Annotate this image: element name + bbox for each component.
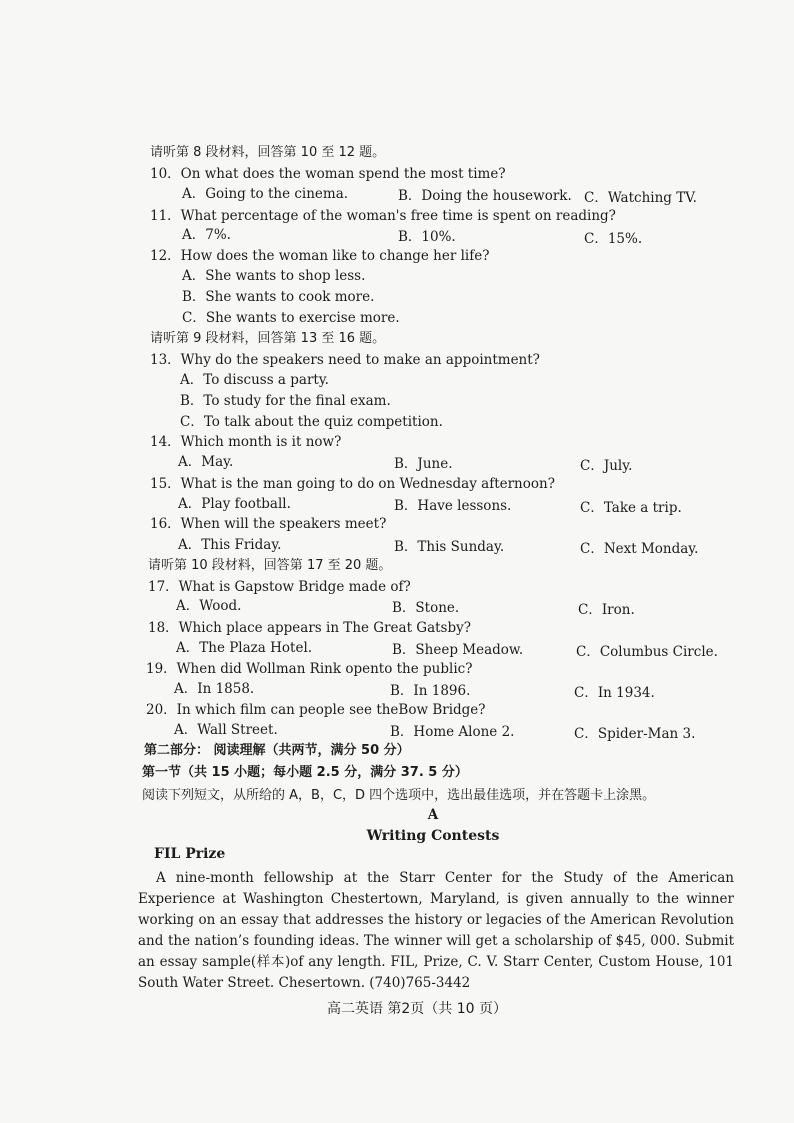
passage-title: Writing Contests <box>366 828 500 844</box>
question-10-option-a: A．Going to the cinema. <box>182 186 349 202</box>
question-15-stem: 15．What is the man going to do on Wednesday afternoon? <box>150 476 555 492</box>
question-18-stem: 18．Which place appears in The Great Gatsby? <box>148 620 471 636</box>
part2-heading: 第二部分： 阅读理解（共两节，满分 50 分） <box>144 743 410 758</box>
question-11-option-a: A．7%. <box>182 227 231 243</box>
question-12-option-a: A．She wants to shop less. <box>182 268 366 284</box>
question-18-option-c: C．Columbus Circle. <box>576 644 718 660</box>
question-11-option-b: B．10%. <box>398 229 456 245</box>
question-10-stem: 10．On what does the woman spend the most time? <box>150 166 506 182</box>
question-15-option-b: B．Have lessons. <box>394 498 512 514</box>
question-10-option-b: B．Doing the housework. <box>398 188 572 204</box>
question-14-option-c: C．July. <box>580 458 633 474</box>
question-11-option-c: C．15%. <box>584 231 643 247</box>
question-15-option-c: C．Take a trip. <box>580 500 682 516</box>
reading-instruction: 阅读下列短文，从所给的 A，B，C，D 四个选项中，选出最佳选项，并在答题卡上涂黑。 <box>142 788 656 803</box>
question-12-stem: 12．How does the woman like to change her life? <box>150 248 490 264</box>
question-19-option-a: A．In 1858. <box>174 681 255 697</box>
question-17-option-a: A．Wood. <box>176 598 242 614</box>
question-19-option-b: B．In 1896. <box>390 683 471 699</box>
part2-section1-heading: 第一节（共 15 小题；每小题 2.5 分，满分 37. 5 分） <box>142 765 468 780</box>
question-16-option-c: C．Next Monday. <box>580 541 699 557</box>
question-16-option-b: B．This Sunday. <box>394 539 505 555</box>
question-17-stem: 17．What is Gapstow Bridge made of? <box>148 579 411 595</box>
question-20-option-c: C．Spider-Man 3. <box>574 726 696 742</box>
section-instruction-8: 请听第 8 段材料，回答第 10 至 12 题。 <box>150 145 386 160</box>
question-16-stem: 16．When will the speakers meet? <box>150 516 387 532</box>
question-12-option-b: B．She wants to cook more. <box>182 289 375 305</box>
question-20-stem: 20．In which film can people see theBow Bridge? <box>146 702 486 718</box>
question-14-option-b: B．June. <box>394 456 453 472</box>
question-13-option-b: B．To study for the final exam. <box>180 393 391 409</box>
section-instruction-9: 请听第 9 段材料，回答第 13 至 16 题。 <box>150 331 386 346</box>
question-20-option-a: A．Wall Street. <box>174 722 278 738</box>
question-14-option-a: A．May. <box>178 454 234 470</box>
question-19-stem: 19．When did Wollman Rink opento the public? <box>146 661 473 677</box>
page-footer: 高二英语 第2页（共 10 页） <box>326 1001 508 1017</box>
question-10-option-c: C．Watching TV. <box>584 190 697 206</box>
question-20-option-b: B．Home Alone 2. <box>390 724 515 740</box>
question-19-option-c: C．In 1934. <box>574 685 655 701</box>
passage-paragraph <box>138 868 734 994</box>
question-18-option-b: B．Sheep Meadow. <box>392 642 524 658</box>
question-17-option-b: B．Stone. <box>392 600 460 616</box>
question-11-stem: 11．What percentage of the woman's free time is spent on reading? <box>150 208 616 224</box>
question-13-option-a: A．To discuss a party. <box>180 372 329 388</box>
section-instruction-10: 请听第 10 段材料，回答第 17 至 20 题。 <box>148 558 392 573</box>
passage-body: A nine-month fellowship at the Starr Center for the Study of the American Experience at Washington Chestertown, Maryland, is given annually to the winner working on an essay that addresses the history or legacies of the American Revolution and the nation’s founding ideas. The winner will get a scholarship of $45, 000. Submit an essay sample(样本)of any length. FIL, Prize, C. V. Starr Center, Custom House, 101 South Water Street. Chesertown. (740)765-3442 <box>138 870 734 991</box>
question-17-option-c: C．Iron. <box>578 602 635 618</box>
question-12-option-c: C．She wants to exercise more. <box>182 310 400 326</box>
question-14-stem: 14．Which month is it now? <box>150 434 342 450</box>
question-18-option-a: A．The Plaza Hotel. <box>176 640 313 656</box>
question-13-stem: 13．Why do the speakers need to make an appointment? <box>150 352 540 368</box>
passage-label: A <box>427 807 439 823</box>
question-16-option-a: A．This Friday. <box>178 537 282 553</box>
question-13-option-c: C．To talk about the quiz competition. <box>180 414 443 430</box>
fil-prize-heading: FIL Prize <box>154 846 226 862</box>
question-15-option-a: A．Play football. <box>178 496 291 512</box>
